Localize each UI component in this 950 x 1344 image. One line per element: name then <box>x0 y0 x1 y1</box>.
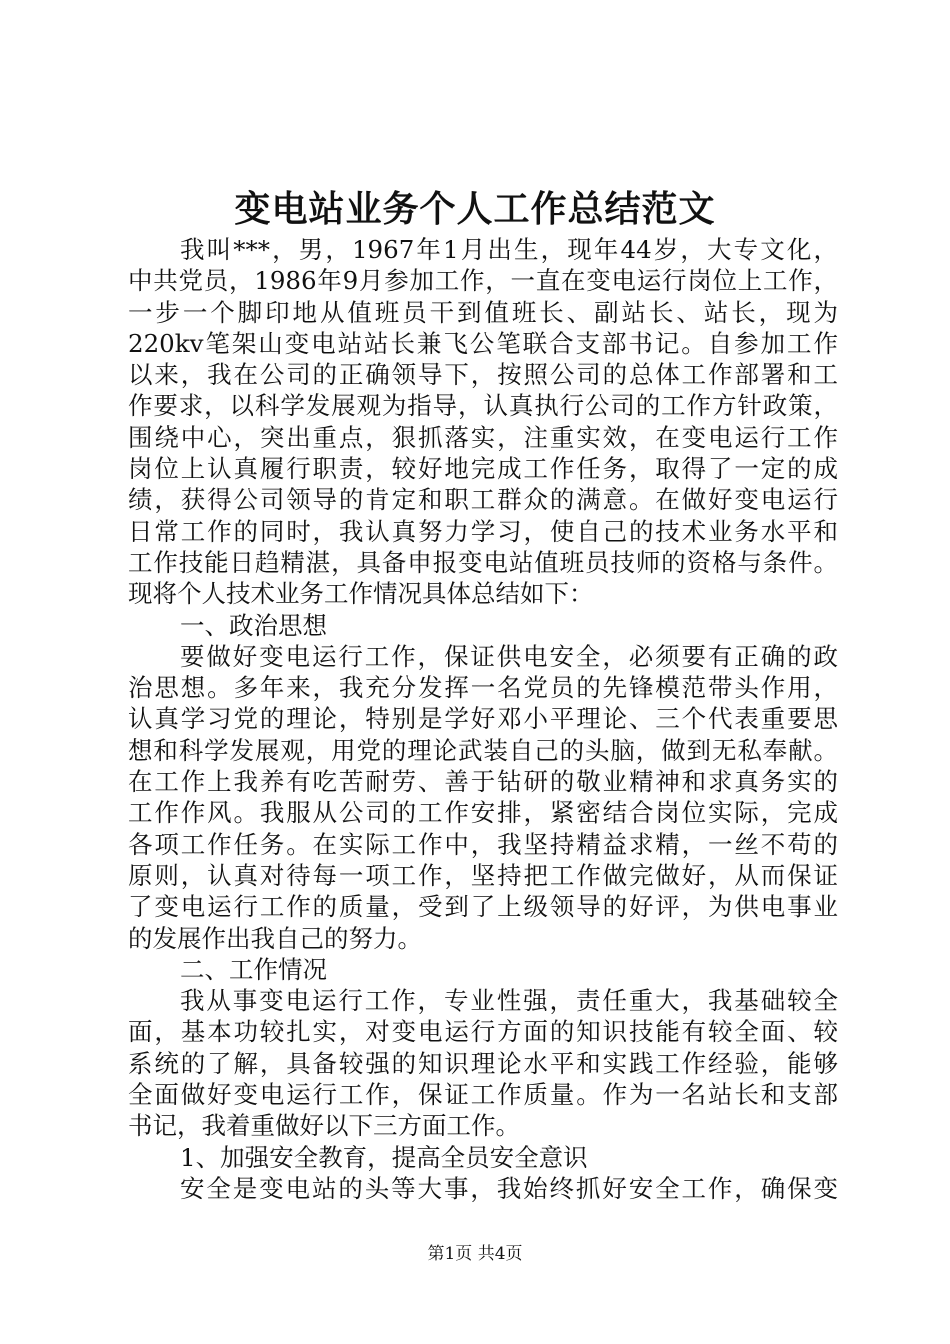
body-line: 以来，我在公司的正确领导下，按照公司的总体工作部署和工 <box>128 360 838 390</box>
document-body <box>128 234 838 1204</box>
body-line: 各项工作任务。在实际工作中，我坚持精益求精，一丝不苟的 <box>128 829 838 859</box>
body-line: 一步一个脚印地从值班员干到值班长、副站长、站长，现为 <box>128 297 838 327</box>
body-line: 围绕中心，突出重点，狠抓落实，注重实效，在变电运行工作 <box>128 422 838 452</box>
body-line: 我叫***，男，1967年1月出生，现年44岁，大专文化， <box>180 235 838 264</box>
body-line: 想和科学发展观，用党的理论武装自己的头脑，做到无私奉献。 <box>128 735 838 765</box>
body-line: 认真学习党的理论，特别是学好邓小平理论、三个代表重要思 <box>128 704 838 734</box>
body-line: 日常工作的同时，我认真努力学习，使自己的技术业务水平和 <box>128 516 838 546</box>
document-title: 变电站业务个人工作总结范文 <box>234 188 716 230</box>
body-line: 220kv笔架山变电站站长兼飞公笔联合支部书记。自参加工作 <box>128 328 838 358</box>
page-footer: 第1页 共4页 <box>427 1244 523 1264</box>
body-line: 绩，获得公司领导的肯定和职工群众的满意。在做好变电运行 <box>128 485 838 515</box>
body-line: 治思想。多年来，我充分发挥一名党员的先锋模范带头作用， <box>128 673 838 703</box>
body-line: 一、政治思想 <box>180 610 327 640</box>
body-line: 系统的了解，具备较强的知识理论水平和实践工作经验，能够 <box>128 1048 838 1078</box>
body-line: 二、工作情况 <box>180 954 327 984</box>
body-line: 岗位上认真履行职责，较好地完成工作任务，取得了一定的成 <box>128 454 838 484</box>
body-line: 我从事变电运行工作，专业性强，责任重大，我基础较全 <box>180 986 838 1016</box>
body-line: 安全是变电站的头等大事，我始终抓好安全工作，确保变 <box>180 1173 838 1203</box>
body-line: 书记，我着重做好以下三方面工作。 <box>128 1111 520 1141</box>
body-line: 全面做好变电运行工作，保证工作质量。作为一名站长和支部 <box>128 1080 838 1110</box>
body-line: 工作技能日趋精湛，具备申报变电站值班员技师的资格与条件。 <box>128 547 838 577</box>
body-line: 中共党员，1986年9月参加工作，一直在变电运行岗位上工作， <box>128 266 838 296</box>
body-line: 现将个人技术业务工作情况具体总结如下： <box>128 579 594 609</box>
body-line: 了变电运行工作的质量，受到了上级领导的好评，为供电事业 <box>128 892 838 922</box>
body-line: 1、加强安全教育，提高全员安全意识 <box>180 1142 588 1172</box>
body-line: 面，基本功较扎实，对变电运行方面的知识技能有较全面、较 <box>128 1017 838 1047</box>
body-line: 在工作上我养有吃苦耐劳、善于钻研的敬业精神和求真务实的 <box>128 767 838 797</box>
body-line: 作要求，以科学发展观为指导，认真执行公司的工作方针政策， <box>128 391 838 421</box>
body-line: 工作作风。我服从公司的工作安排，紧密结合岗位实际，完成 <box>128 798 838 828</box>
body-line: 要做好变电运行工作，保证供电安全，必须要有正确的政 <box>180 641 838 671</box>
body-line: 的发展作出我自己的努力。 <box>128 923 422 953</box>
body-line: 原则，认真对待每一项工作，坚持把工作做完做好，从而保证 <box>128 860 838 890</box>
